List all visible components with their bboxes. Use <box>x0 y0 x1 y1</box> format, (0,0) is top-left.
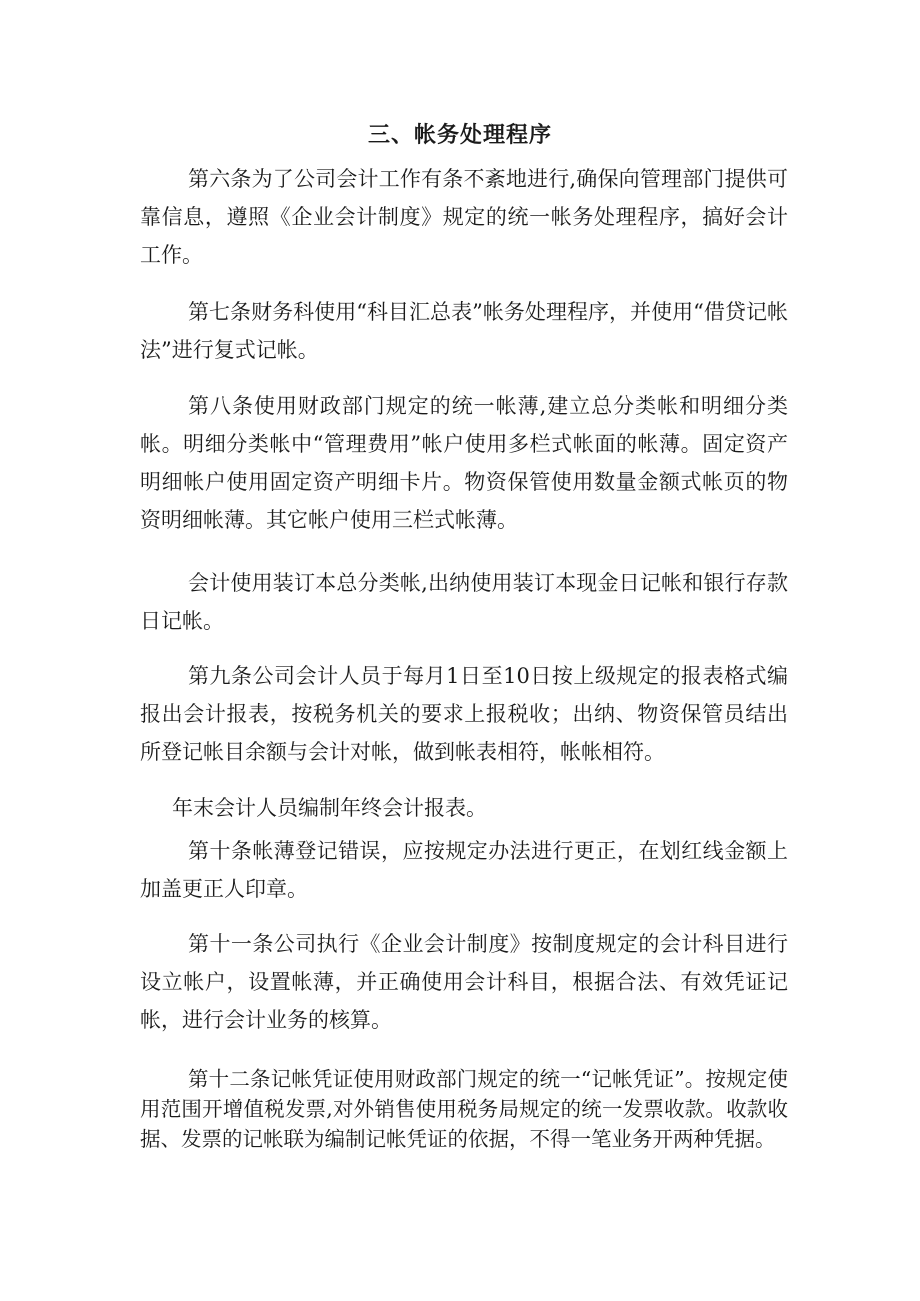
paragraph-article-11: 第十一条公司执行《企业会计制度》按制度规定的会计科目进行设立帐户，设置帐薄，并正确使用会计科目，根据合法、有效凭证记帐，进行会计业务的核算。 <box>140 932 788 1032</box>
paragraph-article-10: 第十条帐薄登记错误，应按规定办法进行更正，在划红线金额上加盖更正人印章。 <box>140 839 788 901</box>
paragraph-article-8: 第八条使用财政部门规定的统一帐薄,建立总分类帐和明细分类帐。明细分类帐中“管理费用”帐户使用多栏式帐面的帐薄。固定资产明细帐户使用固定资产明细卡片。物资保管使用数量金额式帐页的物资明细帐薄。其它帐户使用三栏式帐薄。 <box>140 394 788 532</box>
paragraph-article-7: 第七条财务科使用“科目汇总表”帐务处理程序，并使用“借贷记帐法”进行复式记帐。 <box>140 300 788 362</box>
section-title: 三、帐务处理程序 <box>367 122 552 148</box>
paragraph-article-6: 第六条为了公司会计工作有条不紊地进行,确保向管理部门提供可靠信息，遵照《企业会计制度》规定的统一帐务处理程序，搞好会计工作。 <box>140 167 788 267</box>
paragraph-year-end-report: 年末会计人员编制年终会计报表。 <box>172 796 487 820</box>
paragraph-article-9: 第九条公司会计人员于每月1日至10日按上级规定的报表格式编报出会计报表，按税务机关的要求上报税收；出纳、物资保管员结出所登记帐目余额与会计对帐，做到帐表相符，帐帐相符。 <box>140 664 788 764</box>
paragraph-ledger-binding: 会计使用装订本总分类帐,出纳使用装订本现金日记帐和银行存款日记帐。 <box>140 571 788 633</box>
paragraph-article-12: 第十二条记帐凭证使用财政部门规定的统一“记帐凭证”。按规定使用范围开增值税发票,对外销售使用税务局规定的统一发票收款。收款收据、发票的记帐联为编制记帐凭证的依据，不得一笔业务开两种凭据。 <box>140 1067 788 1151</box>
